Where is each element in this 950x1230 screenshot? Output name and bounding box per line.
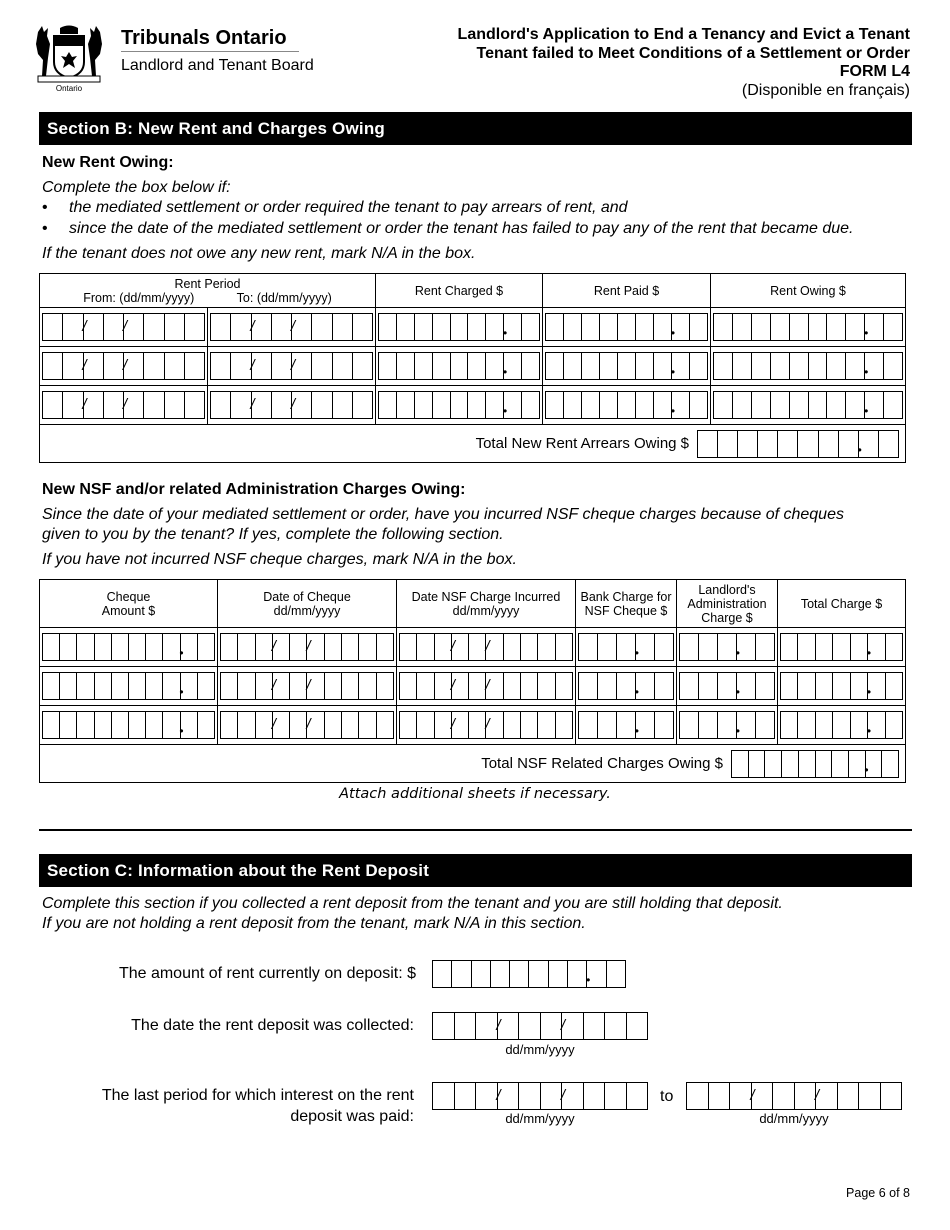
admin-charge-header-line: Landlord's (698, 582, 756, 597)
rent-paid-input[interactable] (543, 347, 711, 386)
rent-from-date-input[interactable] (40, 347, 208, 386)
total-charge-header: Total Charge $ (778, 580, 906, 628)
nsf-total-input[interactable] (731, 750, 899, 778)
cheque-amount-input[interactable] (40, 667, 218, 706)
nsf-heading: New NSF and/or related Administration Charges Owing: (42, 481, 466, 498)
rent-to-date-input[interactable] (208, 308, 376, 347)
nsf-intro-line-1: Since the date of your mediated settlement or order, have you incurred NSF cheque charges because of cheques (42, 506, 844, 523)
nsf-incurred-date-input[interactable] (397, 628, 576, 667)
form-title-line-1: Landlord's Application to End a Tenancy and Evict a Tenant (457, 26, 910, 43)
rent-intro: Complete the box below if: (42, 179, 231, 196)
rent-charged-input[interactable] (376, 347, 543, 386)
ontario-coat-of-arms-logo (32, 24, 106, 94)
rent-owing-input[interactable] (711, 386, 906, 425)
deposit-intro-line-2: If you are not holding a rent deposit from the tenant, mark N/A in this section. (42, 915, 586, 932)
deposit-date-format: dd/mm/yyyy (505, 1042, 575, 1057)
total-charge-input[interactable] (778, 628, 906, 667)
interest-from-date-format: dd/mm/yyyy (505, 1111, 575, 1126)
form-header (458, 26, 910, 100)
cheque-date-header (218, 580, 397, 628)
deposit-intro-line-1: Complete this section if you collected a rent deposit from the tenant and you are still holding that deposit. (42, 895, 783, 912)
interest-to-date-format: dd/mm/yyyy (759, 1111, 829, 1126)
nsf-total-label: Total NSF Related Charges Owing $ (481, 755, 723, 772)
nsf-intro-line-2: given to you by the tenant? If yes, complete the following section. (42, 526, 504, 543)
from-date-label: From: (dd/mm/yyyy) (83, 290, 195, 305)
section-c-banner: Section C: Information about the Rent Deposit (39, 854, 912, 887)
rent-paid-input[interactable] (543, 308, 711, 347)
bullet-text: since the date of the mediated settlement or order the tenant has failed to pay any of the rent that became due. (69, 220, 854, 237)
nsf-incurred-date-input[interactable] (397, 706, 576, 745)
interest-from-date-input[interactable] (432, 1082, 648, 1110)
attach-sheets-note: Attach additional sheets if necessary. (339, 786, 611, 802)
interest-period-label-line-1: The last period for which interest on the rent (101, 1087, 414, 1104)
cheque-amount-header-line: Cheque (106, 589, 151, 604)
admin-charge-header-line: Charge $ (701, 610, 753, 625)
admin-charge-input[interactable] (677, 667, 778, 706)
deposit-date-input[interactable] (432, 1012, 648, 1040)
cheque-amount-input[interactable] (40, 628, 218, 667)
rent-paid-header: Rent Paid $ (543, 274, 711, 308)
bullet-text: the mediated settlement or order required the tenant to pay arrears of rent, and (69, 199, 628, 216)
rent-from-date-input[interactable] (40, 308, 208, 347)
rent-na-instruction: If the tenant does not owe any new rent, mark N/A in the box. (42, 245, 476, 262)
deposit-amount-input[interactable] (432, 960, 626, 988)
cheque-amount-input[interactable] (40, 706, 218, 745)
rent-charged-input[interactable] (376, 308, 543, 347)
table-row (40, 706, 906, 745)
rent-owing-table (39, 273, 906, 463)
cheque-amount-header (40, 580, 218, 628)
cheque-amount-header-line: Amount $ (101, 603, 156, 618)
form-title-line-2: Tenant failed to Meet Conditions of a Settlement or Order (476, 44, 910, 62)
french-availability-note: (Disponible en français) (741, 81, 910, 99)
cheque-date-input[interactable] (218, 706, 397, 745)
cheque-date-header-line: Date of Cheque (263, 589, 351, 604)
section-b-banner: Section B: New Rent and Charges Owing (39, 112, 912, 145)
cheque-date-input[interactable] (218, 667, 397, 706)
nsf-incurred-header-line: dd/mm/yyyy (452, 603, 520, 618)
interest-to-date-input[interactable] (686, 1082, 902, 1110)
rent-from-date-input[interactable] (40, 386, 208, 425)
bullet-marker: • (42, 199, 48, 216)
rent-owing-input[interactable] (711, 347, 906, 386)
admin-charge-input[interactable] (677, 706, 778, 745)
table-row (40, 386, 906, 425)
rent-to-date-input[interactable] (208, 386, 376, 425)
bank-charge-input[interactable] (576, 628, 677, 667)
cheque-date-input[interactable] (218, 628, 397, 667)
rent-paid-input[interactable] (543, 386, 711, 425)
org-name: Tribunals Ontario (121, 27, 287, 49)
admin-charge-input[interactable] (677, 628, 778, 667)
rent-owing-header: Rent Owing $ (711, 274, 906, 308)
total-charge-input[interactable] (778, 667, 906, 706)
admin-charge-header (677, 580, 778, 628)
nsf-na-instruction: If you have not incurred NSF cheque charges, mark N/A in the box. (42, 551, 517, 568)
bank-charge-header (576, 580, 677, 628)
to-word: to (660, 1088, 674, 1105)
rent-total-label: Total New Rent Arrears Owing $ (475, 435, 690, 452)
bank-charge-input[interactable] (576, 667, 677, 706)
rent-total-input[interactable] (697, 430, 899, 458)
table-row (40, 347, 906, 386)
rent-owing-heading: New Rent Owing: (42, 154, 174, 171)
deposit-date-label: The date the rent deposit was collected: (131, 1017, 414, 1034)
rent-period-header (40, 274, 376, 308)
interest-period-label-line-2: deposit was paid: (290, 1108, 414, 1125)
rent-period-label: Rent Period (174, 276, 241, 291)
logo-caption: Ontario (55, 84, 83, 93)
bank-charge-input[interactable] (576, 706, 677, 745)
bank-charge-header-line: NSF Cheque $ (584, 603, 668, 618)
table-row (40, 667, 906, 706)
nsf-incurred-date-input[interactable] (397, 667, 576, 706)
rent-owing-input[interactable] (711, 308, 906, 347)
nsf-charges-table (39, 579, 906, 783)
deposit-amount-label: The amount of rent currently on deposit: $ (118, 965, 416, 982)
bank-charge-header-line: Bank Charge for (580, 589, 672, 604)
table-row (40, 628, 906, 667)
to-date-label: To: (dd/mm/yyyy) (236, 290, 332, 305)
form-code: FORM L4 (839, 63, 910, 80)
rent-to-date-input[interactable] (208, 347, 376, 386)
table-row (40, 308, 906, 347)
org-subtitle: Landlord and Tenant Board (121, 57, 314, 74)
nsf-total-row (40, 745, 906, 783)
bullet-marker: • (42, 220, 48, 237)
rent-total-row (40, 425, 906, 463)
rent-charged-input[interactable] (376, 386, 543, 425)
nsf-incurred-date-header (397, 580, 576, 628)
admin-charge-header-line: Administration (687, 596, 767, 611)
nsf-incurred-header-line: Date NSF Charge Incurred (411, 589, 561, 604)
page-number: Page 6 of 8 (846, 1186, 910, 1200)
org-divider (121, 51, 299, 52)
total-charge-input[interactable] (778, 706, 906, 745)
cheque-date-header-line: dd/mm/yyyy (273, 603, 341, 618)
rent-charged-header: Rent Charged $ (376, 274, 543, 308)
section-divider (39, 829, 912, 831)
